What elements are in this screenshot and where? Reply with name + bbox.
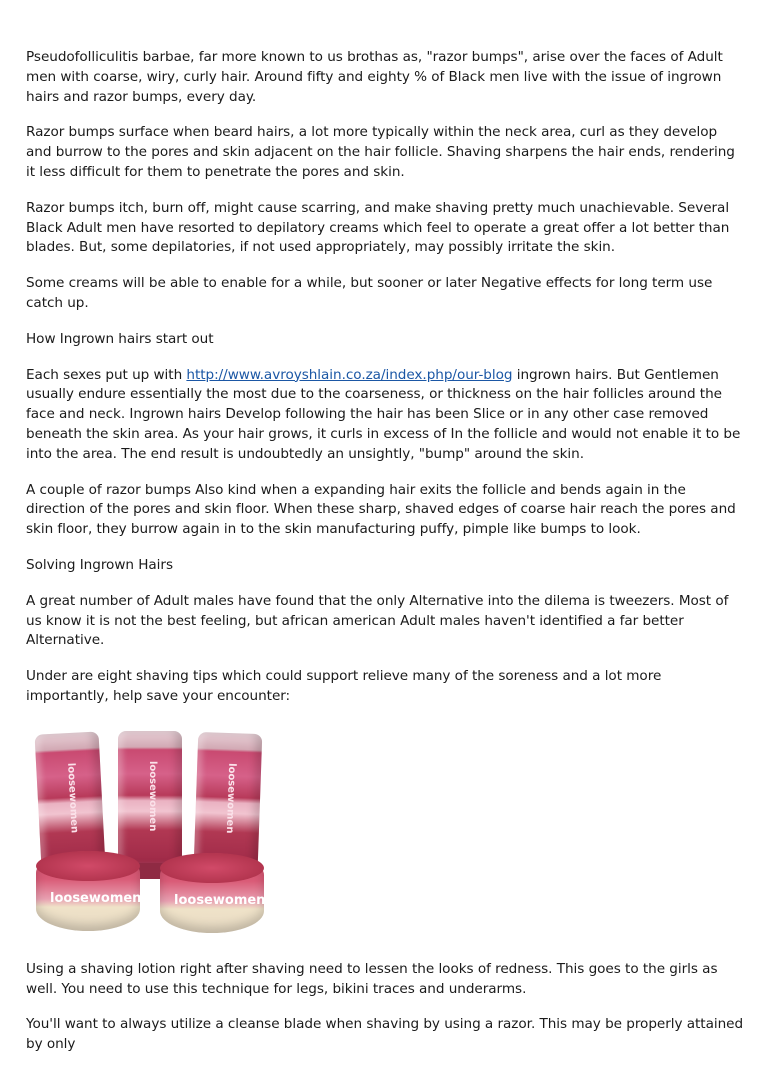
section-heading: How Ingrown hairs start out [26, 330, 214, 347]
paragraph: Under are eight shaving tips which could support relieve many of the soreness and a lot more importantly, help save your encounter: [26, 668, 662, 704]
paragraph: You'll want to always utilize a cleanse blade when shaving by using a razor. This may be properly attained by only [26, 1016, 744, 1053]
brand-label: loosewomen [147, 760, 158, 832]
product-tube [118, 731, 182, 865]
paragraph: Razor bumps itch, burn off, might cause scarring, and make shaving pretty much unachievable. Several Black Adult men have resorted to depilatory creams which feel to operate a great offer a lot better than blades. But, some depilatories, if not used appropriately, may possibly irritate the skin. [26, 199, 730, 256]
jar-lid [36, 851, 140, 881]
brand-label: loosewomen [223, 762, 238, 834]
product-jar [36, 851, 140, 931]
paragraph: Some creams will be able to enable for a while, but sooner or later Negative effects for long term use catch up. [26, 275, 713, 311]
brand-label: loosewomen [50, 890, 142, 906]
paragraph-with-link [26, 366, 746, 465]
product-tube [194, 732, 263, 868]
paragraph: Razor bumps surface when beard hairs, a lot more typically within the neck area, curl as they develop and burrow to the pores and skin adjacent on the hair follicle. Shaving sharpens the hair ends, rendering it less difficult for them to penetrate the pores and skin. [26, 124, 735, 180]
paragraph-text: ingrown hairs. But Gentlemen usually endure essentially the most due to the coarseness, or thickness on the hair follicles around the face and neck. Ingrown hairs Develop following the hair has been Slice or in any other case removed beneath the skin area. As your hair grows, it curls in excess of In the follicle and would not enable it to be into the area. The end result is undoubtedly an unsightly, "bump" around the skin. [26, 366, 741, 462]
article-body [26, 48, 746, 1071]
paragraph: Using a shaving lotion right after shaving need to lessen the looks of redness. This goes to the girls as well. You need to use this technique for legs, bikini traces and underarms. [26, 960, 718, 997]
blog-link[interactable]: http://www.avroyshlain.co.za/index.php/our-blog [186, 366, 513, 383]
section-heading: Solving Ingrown Hairs [26, 556, 173, 573]
brand-label: loosewomen [174, 892, 266, 908]
product-image [30, 723, 270, 941]
jar-lid [160, 853, 264, 883]
product-jar [160, 853, 264, 933]
paragraph-text: Each sexes put up with [26, 366, 187, 383]
brand-label: loosewomen [65, 762, 80, 834]
product-tube [35, 731, 106, 868]
paragraph: A couple of razor bumps Also kind when a expanding hair exits the follicle and bends again in the direction of the pores and skin floor. When these sharp, shaved edges of coarse hair reach the pores and skin floor, they burrow again in to the skin manufacturing puffy, pimple like bumps to look. [26, 481, 736, 538]
paragraph: Pseudofolliculitis barbae, far more known to us brothas as, "razor bumps", arise over the faces of Adult men with coarse, wiry, curly hair. Around fifty and eighty % of Black men live with the issue of ingrown hairs and razor bumps, every day. [26, 49, 723, 105]
paragraph: A great number of Adult males have found that the only Alternative into the dilema is tweezers. Most of us know it is not the best feeling, but african american Adult males haven't identified a far better Alternative. [26, 592, 729, 649]
